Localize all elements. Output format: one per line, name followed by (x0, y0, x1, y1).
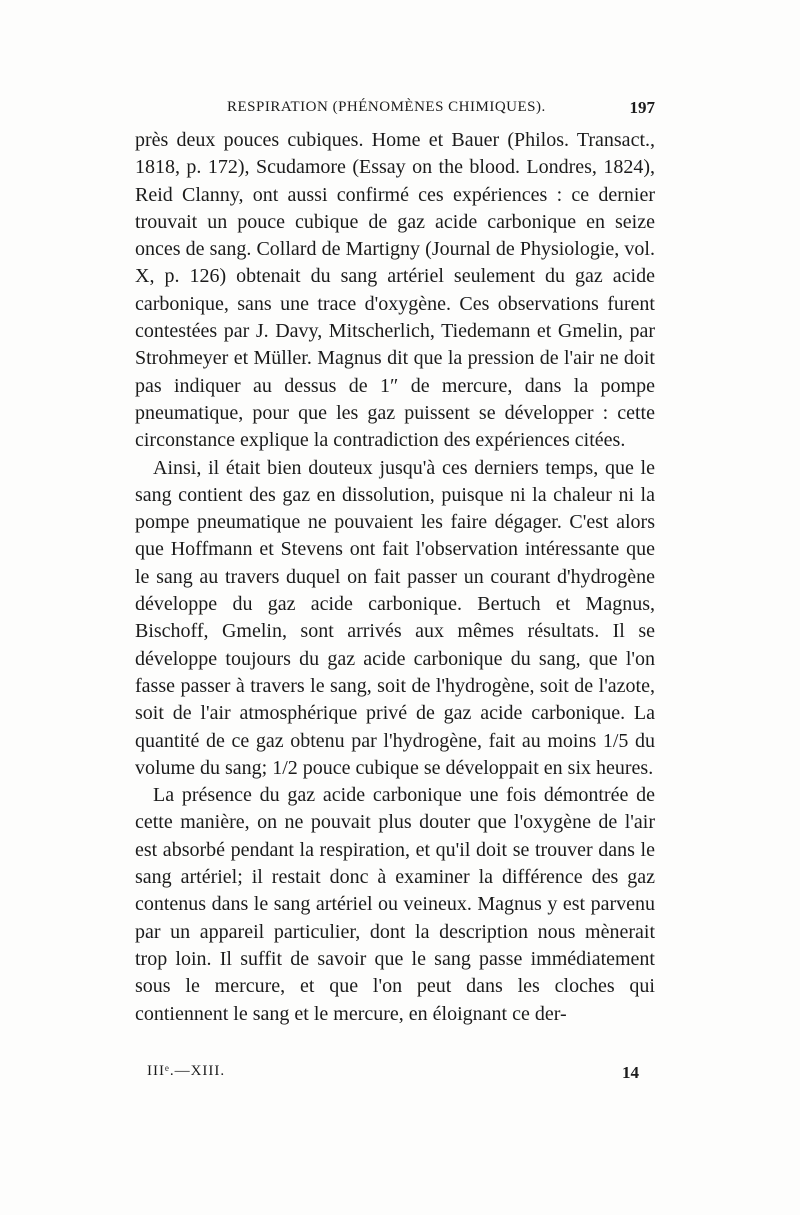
sheet-number: 14 (622, 1063, 639, 1082)
paragraph: La présence du gaz acide carbonique une fois démontrée de cette manière, on ne pouvait plus douter que l'oxygène de l'air est absorbé pendant la respiration, et qu'il doit se trouver dans le sang artériel; il restait donc à examiner la différence des gaz contenus dans le sang artériel ou veineux. Magnus y est parvenu par un appareil particulier, dont la description nous mènerait trop loin. Il suffit de savoir que le sang passe immédiatement sous le mercure, et que l'on peut dans les cloches qui contiennent le sang et le mercure, en éloignant ce der- (135, 784, 655, 1025)
paragraph: Ainsi, il était bien douteux jusqu'à ces derniers temps, que le sang contient des gaz en dissolution, puisque ni la chaleur ni la pompe pneumatique ne pouvaient les faire dégager. C'est alors que Hoffmann et Stevens ont fait l'observation intéressante que le sang au travers duquel on fait passer un courant d'hydrogène développe du gaz acide carbonique. Bertuch et Magnus, Bischoff, Gmelin, sont arrivés aux mêmes résultats. Il se développe toujours du gaz acide carbonique du sang, que l'on fasse passer à travers le sang, soit de l'hydrogène, soit de l'azote, soit de l'air atmosphérique privé de gaz acide carbonique. La quantité de ce gaz obtenu par l'hydrogène, fait au moins 1/5 du volume du sang; 1/2 pouce cubique se développait en six heures. (135, 456, 655, 779)
running-head: RESPIRATION (PHÉNOMÈNES CHIMIQUES). (227, 99, 546, 115)
page-footer (147, 1063, 639, 1087)
page-header (135, 99, 655, 123)
paragraph: près deux pouces cubiques. Home et Bauer (Philos. Transact., 1818, p. 172), Scudamore (Essay on the blood. Londres, 1824), Reid Clanny, ont aussi confirmé ces expériences : ce dernier trouvait un pouce cubique de gaz acide carbonique en seize onces de sang. Collard de Martigny (Journal de Physiologie, vol. X, p. 126) obtenait du sang artériel seulement du gaz acide carbonique, sans une trace d'oxygène. Ces observations furent contestées par J. Davy, Mitscherlich, Tiedemann et Gmelin, par Strohmeyer et Müller. Magnus dit que la pression de l'air ne doit pas indiquer au dessus de 1″ de mercure, dans la pompe pneumatique, pour que les gaz puissent se développer : cette circonstance explique la contradiction des expériences citées. (135, 129, 655, 452)
body-text (135, 127, 655, 1028)
page-number: 197 (629, 98, 655, 117)
signature-mark: IIIᵉ.—XIII. (147, 1063, 226, 1079)
